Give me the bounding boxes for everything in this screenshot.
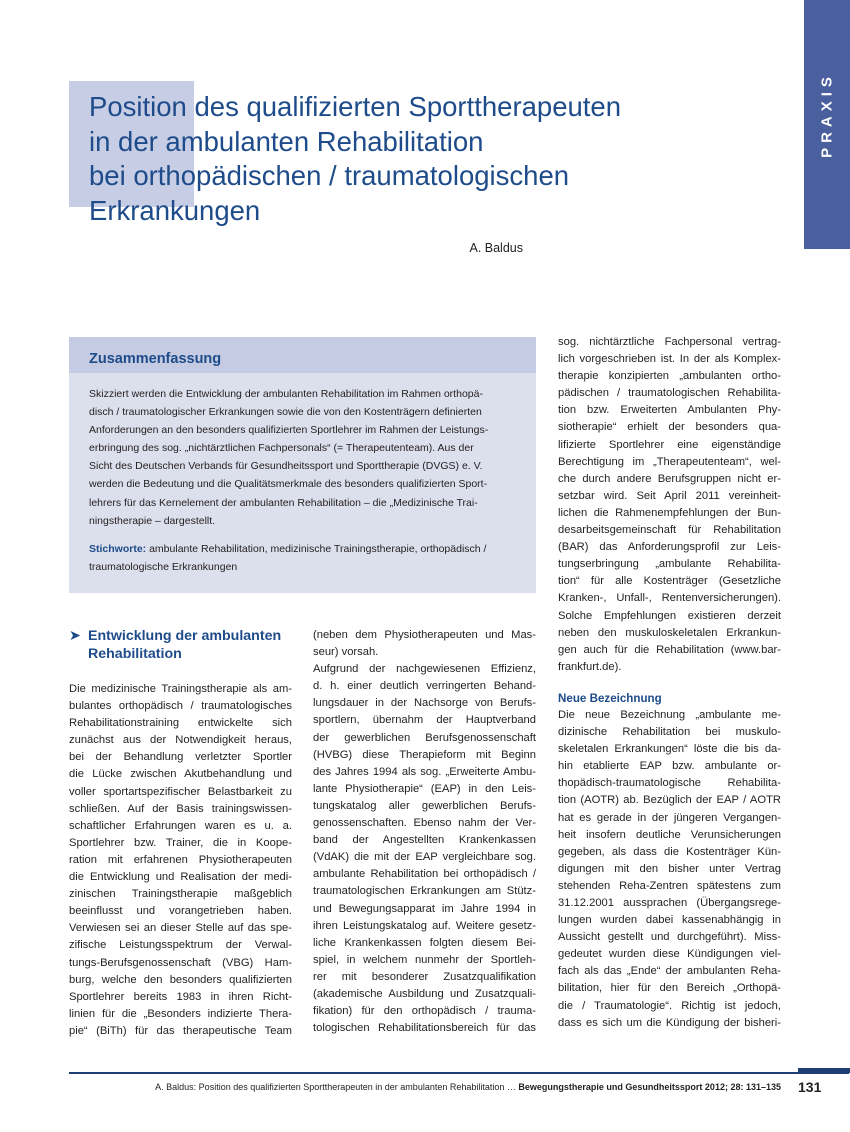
- body-line: hat es gerade in der jüngeren Vergangen-: [558, 811, 781, 824]
- body-line: pie“ (BiTh) für das therapeutische Team: [69, 1024, 292, 1037]
- footer-article-ref: A. Baldus: Position des qualifizierten Sporttherapeuten in der ambulanten Rehabilitation …: [155, 1082, 516, 1092]
- body-line: der gewerblichen Berufsgenossenschaft: [313, 731, 536, 744]
- body-line: fikation) für den orthopädisch / trauma-: [313, 1005, 536, 1018]
- body-line: therapie konzipierten „ambulanten ortho-: [558, 370, 781, 383]
- abstract-line: werden die Bedeutung und die Qualitätsmerkmale des besonders qualifizierten Sport-: [89, 478, 488, 491]
- body-line: dizinische Rehabilitation bei muskulo-: [558, 726, 781, 739]
- keywords-line: ambulante Rehabilitation, medizinische Trainingstherapie, orthopädisch /: [149, 543, 487, 555]
- body-line: Sportlehrer bzw. Trainer, die in Koope-: [69, 836, 292, 849]
- text-column-2: [313, 627, 536, 1037]
- text-column-3: [558, 334, 781, 1032]
- section-heading-line: Entwicklung der ambulanten: [88, 628, 282, 644]
- body-line: pädischen / traumatologischen Rehabilita-: [558, 387, 781, 400]
- body-line: (neben dem Physiotherapeuten und Mas-: [313, 629, 536, 641]
- body-line: tungskatalog aller gewerblichen Berufs-: [313, 799, 536, 812]
- body-line: ration mit erfahrenen Physiotherapeuten: [69, 853, 292, 866]
- title-line: Erkrankungen: [89, 194, 261, 226]
- body-line: beeinflusst und vorangetrieben haben.: [69, 905, 292, 918]
- body-line: ihren Leistungskatalog auf. Weitere gesetz-: [313, 919, 536, 932]
- body-line: lich vorgeschrieben ist. In der als Komplex-: [558, 353, 781, 366]
- body-line: Die medizinische Trainingstherapie als am-: [69, 683, 292, 695]
- body-line: digungen mit den bisher unter Vertrag: [558, 862, 781, 875]
- body-line: lungsdauer in der Nachsorge von Berufs-: [313, 697, 536, 710]
- section-tab: [804, 0, 850, 249]
- body-line: zunächst aus der Notwendigkeit heraus,: [69, 734, 292, 747]
- body-line: burg, welche den besonders qualifizierten: [69, 973, 292, 986]
- body-line: stehenden Reha-Zentren spätestens zum: [558, 879, 781, 892]
- section-heading-line: Rehabilitation: [88, 646, 182, 662]
- body-line: die Lücke zwischen Akutbehandlung und: [69, 768, 292, 781]
- body-line: che durch andere Berufsgruppen nicht er-: [558, 472, 781, 485]
- body-line: sog. nichtärztliche Fachpersonal vertrag-: [558, 336, 781, 348]
- body-line: (akademische Ausbildung und Zusatzquali-: [313, 987, 536, 1000]
- title-line: bei orthopädischen / traumatologischen: [89, 160, 570, 192]
- body-line: spiel, in welchem nunmehr der Sportleh-: [313, 953, 536, 966]
- body-line: voller sportartspezifischer Belastbarkeit zu: [69, 785, 292, 798]
- body-line: tungs-Berufsgenossenschaft (VBG) Ham-: [69, 956, 292, 969]
- body-line: die Entwicklung und Realisation der medi-: [69, 871, 292, 884]
- body-line: thopädisch-traumatologische Rehabilita-: [558, 777, 781, 790]
- abstract-line: erbringung des sog. „nichtärztlichen Fachpersonals“ (= Therapeutenteam). Aus der: [89, 442, 474, 455]
- body-line: Solche Empfehlungen existieren derzeit: [558, 609, 781, 622]
- body-line: (BAR) das Anforderungsprofil zur Leis-: [558, 541, 781, 554]
- body-line: bulantes orthopädisch / traumatologisches: [69, 700, 292, 713]
- body-line: zinischen Trainingstherapie maßgeblich: [69, 888, 292, 901]
- body-line: Kranken-, Unfall-, Rentenversicherungen).: [558, 592, 781, 605]
- abstract-box: [69, 337, 536, 593]
- footer-journal: Bewegungstherapie und Gesundheitssport 2012; 28: 131–135: [518, 1082, 781, 1092]
- subheading: Neue Bezeichnung: [558, 691, 662, 705]
- footer-rule: [69, 1072, 849, 1074]
- abstract-line: disch / traumatologischer Erkrankungen sowie die von den Kostenträgern definierten: [89, 406, 482, 419]
- body-line: Aufgrund der nachgewiesenen Effizienz,: [313, 663, 536, 676]
- body-line: (VdAK) die mit der EAP vergleichbare sog.: [313, 851, 536, 864]
- footer-citation: [100, 1082, 781, 1092]
- abstract-line: lehrers für das Kernelement der ambulanten Rehabilitation – die „Medizinische Trai-: [89, 496, 478, 509]
- body-line: lifizierte Sportlehrer eine eigenständige: [558, 438, 781, 451]
- body-line: seur) vorsah.: [313, 646, 379, 659]
- body-line: Aussicht gestellt und durchgeführt). Miss-: [558, 931, 781, 944]
- body-line: 31.12.2001 aussprachen (Übergangsrege-: [558, 897, 781, 909]
- page-number: 131: [798, 1079, 822, 1095]
- body-line: Die neue Bezeichnung „ambulante me-: [558, 708, 781, 721]
- abstract-line: Anforderungen an den besonders qualifizierten Sportlehrer im Rahmen der Leistungs-: [89, 424, 489, 437]
- footer-page-marker: [798, 1068, 850, 1073]
- body-line: des Jahres 1994 als sog. „Erweiterte Ambu-: [313, 765, 536, 778]
- body-line: zifische Leistungsspektrum der Verwal-: [69, 939, 292, 952]
- keywords-line: traumatologische Erkrankungen: [89, 561, 238, 574]
- text-column-1: [69, 681, 292, 1040]
- body-line: traumatologischen Erkrankungen am Stütz-: [313, 885, 536, 898]
- body-line: d. h. einer deutlich verringerten Behand-: [313, 680, 536, 693]
- body-line: fach als das „Ende“ der ambulanten Reha-: [558, 965, 781, 978]
- body-line: schließen. Auf der Basis trainingswissen-: [69, 802, 292, 815]
- body-line: Berechtigung im „Therapeutenteam“, wel-: [558, 455, 781, 468]
- abstract-line: Sicht des Deutschen Verbands für Gesundheitssport und Sporttherapie (DVGS) e. V.: [89, 460, 483, 473]
- section-tab-label: PRAXIS: [818, 72, 836, 158]
- body-line: Rehabilitationstraining entwickelte sich: [69, 717, 292, 730]
- body-line: tion bzw. Erweiterten Ambulanten Phy-: [558, 404, 781, 417]
- body-line: genossenschaften. Ebenso nahm der Ver-: [313, 817, 536, 830]
- body-line: hin etablierte EAP bzw. ambulante or-: [558, 760, 781, 773]
- body-line: schaftlicher Erfahrungen waren es u. a.: [69, 819, 292, 832]
- body-line: und Bewegungsapparat im Jahre 1994 in: [313, 902, 536, 915]
- body-line: neben den muskuloskeletalen Erkrankun-: [558, 626, 781, 639]
- body-line: lichen die Rahmenempfehlungen der Bun-: [558, 506, 781, 519]
- body-line: sportlern, übernahm der Hauptverband: [313, 714, 536, 727]
- abstract-heading: Zusammenfassung: [89, 351, 222, 367]
- body-line: frankfurt.de).: [558, 660, 622, 673]
- body-line: skeletalen Erkrankungen“ löste die bis da-: [558, 743, 781, 756]
- body-line: lante Physiotherapie“ (EAP) in den Leis-: [313, 782, 536, 795]
- keywords: [89, 540, 511, 576]
- body-line: linien für die „Besonders indizierte Thera-: [69, 1007, 292, 1020]
- body-line: lungen wurden dabei kassenabhängig in: [558, 914, 781, 927]
- keywords-label: Stichworte:: [89, 543, 147, 555]
- body-line: Verwiesen sei an dieser Stelle auf das spe-: [69, 922, 292, 935]
- body-line: liche Krankenkassen folgten diesem Bei-: [313, 936, 536, 949]
- body-line: band der Angestellten Krankenkassen: [313, 834, 536, 847]
- body-line: ambulante Rehabilitation bei orthopädisch /: [313, 868, 536, 881]
- body-line: bilitation, hier für den Bereich „Orthopä-: [558, 982, 781, 995]
- section-heading: [69, 627, 295, 663]
- body-line: tion“ für alle Kostenträger (Gesetzliche: [558, 575, 781, 588]
- abstract-text: [89, 385, 511, 530]
- abstract-header: [69, 337, 536, 373]
- body-line: die / Traumatologie“. Richtig ist jedoch,: [558, 999, 781, 1012]
- body-line: Sportlehrer bereits 1983 in ihren Richt-: [69, 990, 292, 1003]
- title-line: Position des qualifizierten Sporttherapeuten: [89, 91, 622, 122]
- body-line: gegeben, als dass die Kostenträger Kün-: [558, 845, 781, 858]
- article-title: [89, 90, 789, 228]
- body-line: desarbeitsgemeinschaft für Rehabilitation: [558, 524, 781, 537]
- body-line: tologischen Rehabilitationsbereich für das: [313, 1022, 536, 1035]
- body-line: gen auch für die Rehabilitation (www.bar-: [558, 643, 781, 656]
- body-line: heit insofern deutliche Verunsicherungen: [558, 828, 781, 841]
- body-line: rer mit besonderer Zusatzqualifikation: [313, 970, 536, 983]
- title-line: in der ambulanten Rehabilitation: [89, 125, 484, 157]
- abstract-line: Skizziert werden die Entwicklung der ambulanten Rehabilitation im Rahmen orthopä-: [89, 388, 483, 400]
- body-line: tion (AOTR) ab. Bezüglich der EAP / AOTR: [558, 794, 781, 807]
- body-line: tungserbringung „ambulante Rehabilita-: [558, 558, 781, 571]
- body-line: siotherapie“ erhielt der besonders qua-: [558, 421, 781, 434]
- body-line: (HVBG) diese Therapieform mit Beginn: [313, 748, 536, 761]
- abstract-line: ningstherapie – dargestellt.: [89, 514, 216, 527]
- body-line: setzbar wird. Seit April 2011 vereinheit-: [558, 489, 781, 502]
- body-line: bei der Behandlung verletzter Sportler: [69, 751, 292, 764]
- body-line: gedeutet wurden diese Kündigungen viel-: [558, 948, 781, 961]
- arrow-icon: ➤: [69, 628, 81, 644]
- body-line: dass es sich um die Kündigung der bisheri-: [558, 1016, 781, 1029]
- author: A. Baldus: [469, 241, 523, 255]
